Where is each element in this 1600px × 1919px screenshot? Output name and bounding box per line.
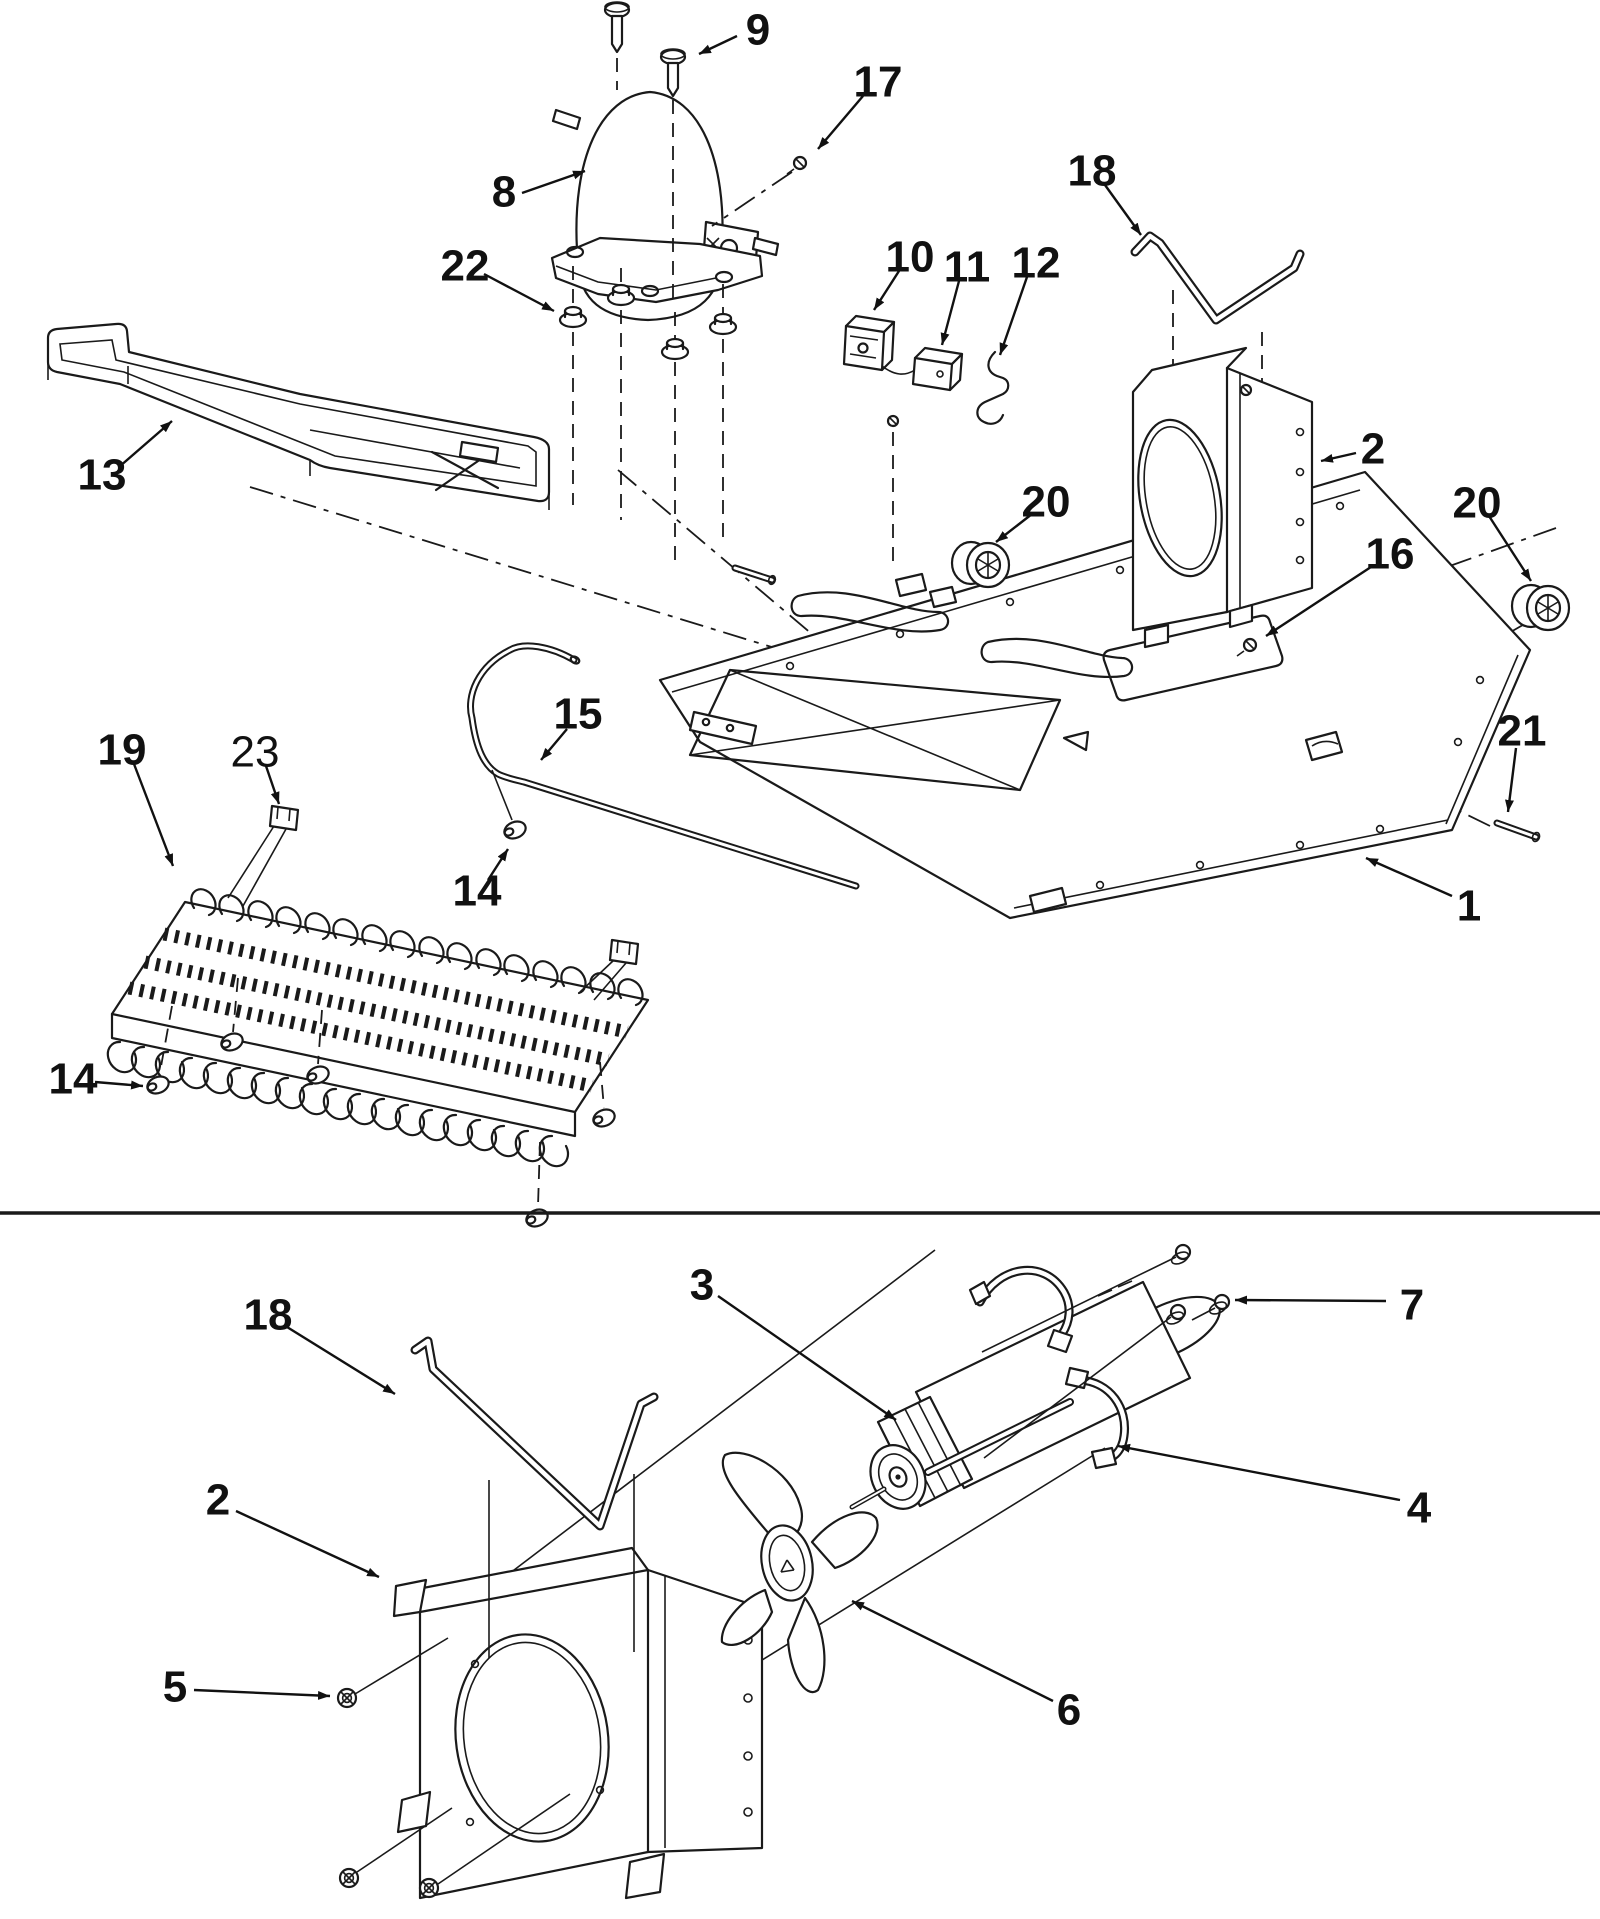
callout-number: 5 (162, 1662, 188, 1712)
callout-number: 7 (1399, 1280, 1425, 1330)
callout-leader-line (1235, 1300, 1386, 1301)
callout-number: 19 (97, 725, 147, 775)
wheel-right (1512, 585, 1569, 630)
callout-number: 20 (1021, 477, 1071, 527)
callout-number: 20 (1452, 478, 1502, 528)
callout-number: 8 (491, 167, 517, 217)
callout-number: 16 (1365, 529, 1415, 579)
callout-number: 23 (230, 727, 280, 777)
callout-number: 9 (745, 5, 771, 55)
callout-number: 3 (689, 1260, 715, 1310)
callout-number: 17 (853, 57, 903, 107)
fan-shroud-bottom (394, 1548, 762, 1898)
callout-number: 14 (452, 866, 502, 916)
callout-number: 1 (1456, 881, 1482, 931)
screw (340, 1869, 358, 1887)
callout-number: 2 (1360, 424, 1386, 474)
callout-number: 12 (1011, 238, 1061, 288)
callout-number: 22 (440, 241, 490, 291)
wheel-left (952, 542, 1009, 587)
callout-number: 2 (205, 1475, 231, 1525)
callout-number: 13 (77, 450, 127, 500)
callout-number: 15 (553, 689, 603, 739)
screw (338, 1689, 356, 1707)
callout-number: 6 (1056, 1685, 1082, 1735)
callout-number: 18 (243, 1290, 293, 1340)
screw (420, 1879, 438, 1897)
callout-number: 14 (48, 1054, 98, 1104)
callout-number: 18 (1067, 146, 1117, 196)
callout-number: 10 (885, 232, 935, 282)
callout-number: 21 (1497, 706, 1547, 756)
callout-number: 11 (943, 242, 991, 292)
callout-number: 4 (1406, 1483, 1432, 1533)
